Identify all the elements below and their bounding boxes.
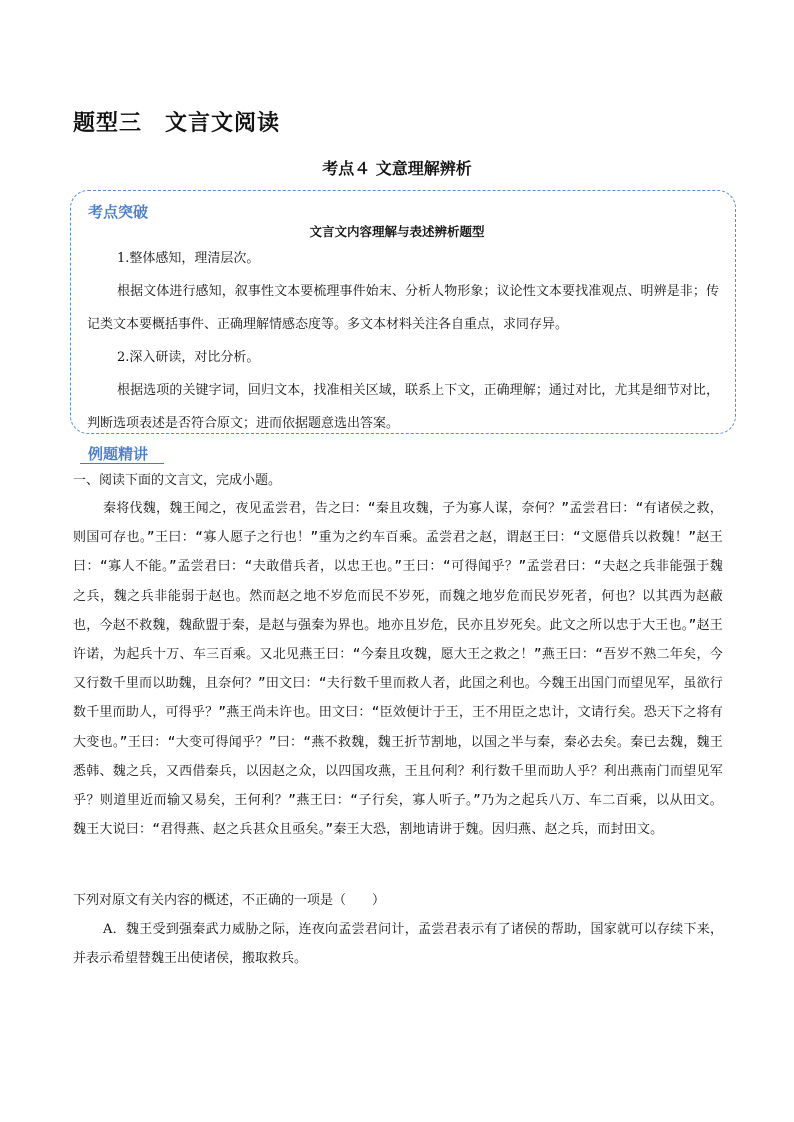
kaodian-point-1: 1.整体感知，理清层次。 bbox=[117, 251, 260, 266]
section-subtitle: 考点４ 文意理解辨析 bbox=[322, 159, 472, 178]
question-stem: 下列对原文有关内容的概述，不正确的一项是（ ） bbox=[73, 893, 386, 908]
classical-passage: 秦将伐魏，魏王闻之，夜见孟尝君，告之曰：“秦且攻魏，子为寡人谋，奈何？”孟尝君曰：“有诸侯之救，则国可存也。”王曰：“寡人愿子之行也！”重为之约车百乘。孟尝君之赵，谓赵王曰：“文愿借兵以救魏！”赵王曰：“寡人不能。”孟尝君曰：“夫敢借兵者，以忠王也。”王曰：“可得闻乎？”孟尝君曰：“夫赵之兵非能强于魏之兵，魏之兵非能弱于赵也。然而赵之地不岁危而民不岁死，而魏之地岁危而民岁死者，何也？以其西为赵蔽也，今赵不救魏，魏歃盟于秦，是赵与强秦为界也。地亦且岁危，民亦且岁死矣。此文之所以忠于大王也。”赵王许诺，为起兵十万、车三百乘。又北见燕王曰：“今秦且攻魏，愿大王之救之！”燕王曰：“吾岁不熟二年矣，今又行数千里而以助魏，且奈何？”田文曰：“夫行数千里而救人者，此国之利也。今魏王出国门而望见军，虽欲行数千里而助人，可得乎？”燕王尚未许也。田文曰：“臣效便计于王，王不用臣之忠计，文请行矣。恐天下之将有大变也。”王曰：“大变可得闻乎？”曰：“燕不救魏，魏王折节割地，以国之半与秦，秦必去矣。秦已去魏，魏王悉韩、魏之兵，又西借秦兵，以因赵之众，以四国攻燕，王且何利？利行数千里而助人乎？利出燕南门而望见军乎？则道里近而输又易矣，王何利？”燕王曰：“子行矣，寡人听子。”乃为之起兵八万、车二百乘，以从田文。魏王大说曰：“君得燕、赵之兵甚众且亟矣。”秦王大恐，割地请讲于魏。因归燕、赵之兵，而封田文。 bbox=[73, 501, 723, 838]
page-title: 题型三 文言文阅读 bbox=[73, 111, 281, 136]
kaodian-paragraph-2: 根据选项的关键字词，回归文本，找准相关区域，联系上下文，正确理解；通过对比，尤其是细节对比，判断选项表述是否符合原文；进而依据题意选出答案。 bbox=[87, 383, 719, 431]
kaodian-heading: 文言文内容理解与表述辨析题型 bbox=[309, 224, 485, 239]
example-label-underline bbox=[80, 463, 164, 464]
kaodian-point-2: 2.深入研读，对比分析。 bbox=[117, 350, 260, 365]
reading-instruction: 一、阅读下面的文言文，完成小题。 bbox=[73, 473, 282, 488]
kaodian-paragraph-1: 根据文体进行感知，叙事性文本要梳理事件始末、分析人物形象；议论性文本要找准观点、明辨是非；传记类文本要概括事件、正确理解情感态度等。多文本材料关注各自重点，求同存异。 bbox=[87, 284, 719, 332]
example-label: 例题精讲 bbox=[88, 445, 149, 463]
option-a: A．魏王受到强秦武力威胁之际，连夜向孟尝君问计，孟尝君表示有了诸侯的帮助，国家就可以存续下来，并表示希望替魏王出使诸侯，搬取救兵。 bbox=[73, 922, 723, 966]
kaodian-label: 考点突破 bbox=[88, 203, 149, 221]
